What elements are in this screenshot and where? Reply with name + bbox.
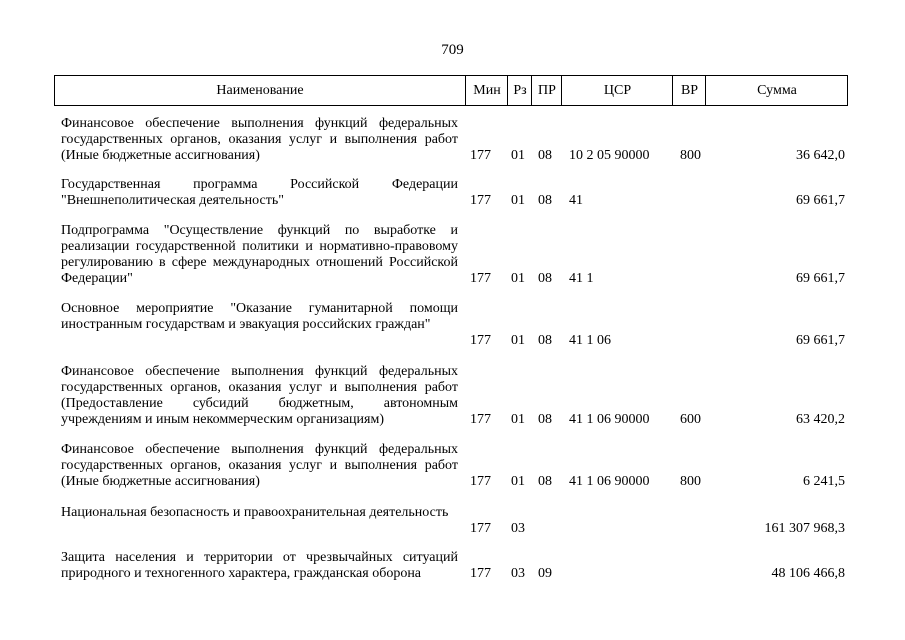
header-rz: Рз (507, 76, 532, 105)
row-sum: 63 420,2 (796, 412, 845, 427)
row-pr: 08 (538, 193, 552, 208)
row-pr: 09 (538, 566, 552, 581)
row-csr: 41 (569, 193, 583, 208)
row-min: 177 (470, 566, 491, 581)
row-name: Финансовое обеспечение выполнения функций федеральных государственных органов, оказания услуг и выполнения работ (Предоставление субсидий бюджетным, автономным учреждениям и иным некоммерческим организациям) (61, 364, 458, 427)
row-rz: 03 (511, 566, 525, 581)
header-pr: ПР (531, 76, 562, 105)
row-vr: 600 (680, 412, 701, 427)
row-name: Государственная программа Российской Федерации "Внешнеполитическая деятельность" (61, 177, 458, 208)
row-min: 177 (470, 148, 491, 163)
row-sum: 69 661,7 (796, 333, 845, 348)
row-rz: 01 (511, 148, 525, 163)
row-sum: 69 661,7 (796, 193, 845, 208)
row-min: 177 (470, 412, 491, 427)
row-name: Финансовое обеспечение выполнения функций федеральных государственных органов, оказания услуг и выполнения работ (Иные бюджетные ассигнования) (61, 116, 458, 163)
table-row (0, 177, 905, 209)
row-vr: 800 (680, 474, 701, 489)
table-row (0, 364, 905, 428)
row-sum: 161 307 968,3 (764, 521, 845, 536)
row-name: Финансовое обеспечение выполнения функций федеральных государственных органов, оказания услуг и выполнения работ (Иные бюджетные ассигнования) (61, 442, 458, 489)
table-row (0, 505, 905, 537)
header-vr: ВР (672, 76, 706, 105)
row-vr: 800 (680, 148, 701, 163)
row-sum: 36 642,0 (796, 148, 845, 163)
row-pr: 08 (538, 333, 552, 348)
row-csr: 41 1 (569, 271, 594, 286)
row-name: Национальная безопасность и правоохранительная деятельность (61, 505, 449, 520)
row-csr: 41 1 06 90000 (569, 412, 650, 427)
row-min: 177 (470, 271, 491, 286)
row-pr: 08 (538, 474, 552, 489)
row-rz: 01 (511, 271, 525, 286)
row-rz: 01 (511, 333, 525, 348)
row-sum: 48 106 466,8 (771, 566, 845, 581)
row-name: Защита населения и территории от чрезвычайных ситуаций природного и техногенного характера, гражданская оборона (61, 550, 458, 581)
header-csr: ЦСР (561, 76, 673, 105)
row-csr: 10 2 05 90000 (569, 148, 650, 163)
header-sum: Сумма (705, 76, 848, 105)
table-row (0, 550, 905, 582)
row-sum: 6 241,5 (803, 474, 845, 489)
row-name: Основное мероприятие "Оказание гуманитарной помощи иностранным государствам и эвакуация российских граждан" (61, 301, 458, 332)
row-rz: 01 (511, 193, 525, 208)
row-pr: 08 (538, 148, 552, 163)
table-row (0, 301, 905, 349)
row-sum: 69 661,7 (796, 271, 845, 286)
row-name: Подпрограмма "Осуществление функций по выработке и реализации государственной политики и нормативно-правовому регулированию в сфере международных отношений Российской Федерации" (61, 223, 458, 286)
table-row (0, 223, 905, 287)
row-rz: 01 (511, 474, 525, 489)
row-min: 177 (470, 521, 491, 536)
row-min: 177 (470, 474, 491, 489)
page-number: 709 (441, 42, 464, 58)
row-min: 177 (470, 333, 491, 348)
row-csr: 41 1 06 90000 (569, 474, 650, 489)
row-pr: 08 (538, 271, 552, 286)
row-rz: 01 (511, 412, 525, 427)
table-row (0, 116, 905, 164)
row-pr: 08 (538, 412, 552, 427)
table-row (0, 442, 905, 490)
header-min: Мин (465, 76, 508, 105)
header-name: Наименование (216, 83, 304, 98)
row-rz: 03 (511, 521, 525, 536)
table-header (54, 75, 848, 106)
row-csr: 41 1 06 (569, 333, 611, 348)
row-min: 177 (470, 193, 491, 208)
